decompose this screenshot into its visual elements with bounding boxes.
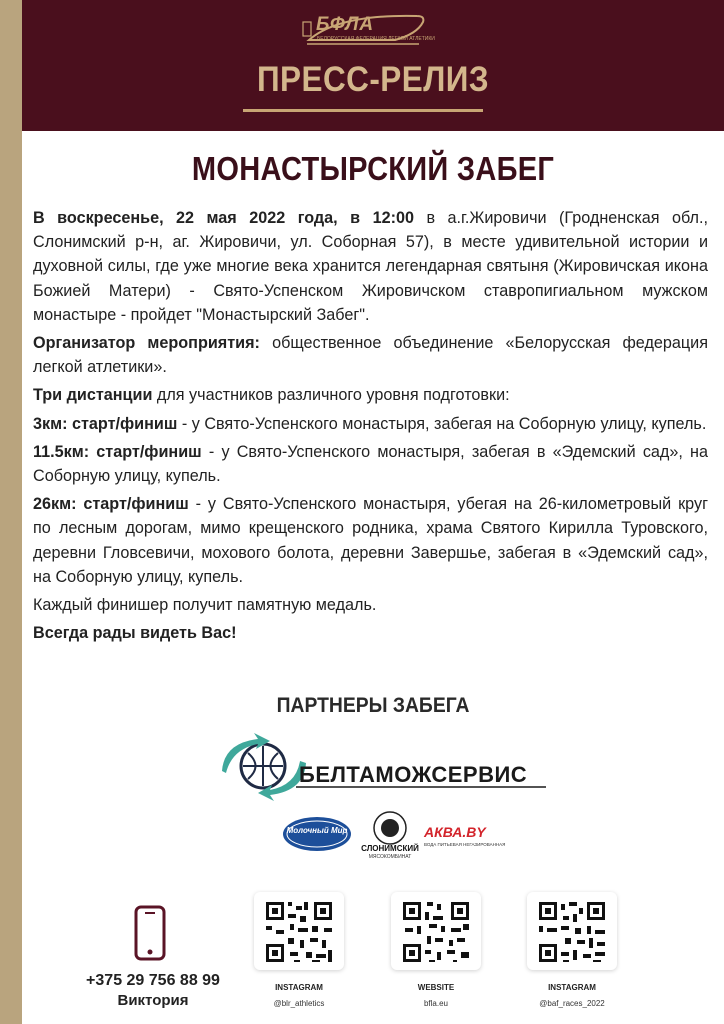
distance-3km-text: - у Свято-Успенского монастыря, забегая на Соборную улицу, купель. xyxy=(177,414,707,433)
logo-subtitle: БЕЛОРУССКАЯ ФЕДЕРАЦИЯ ЛЕГКОЙ АТЛЕТИКИ xyxy=(317,36,435,42)
akva-sub: ВОДА ПИТЬЕВАЯ НЕГАЗИРОВАННАЯ xyxy=(424,842,506,847)
press-release-heading: ПРЕСС-РЕЛИЗ xyxy=(256,60,490,99)
molochny-mir-text: Молочный Мир xyxy=(286,826,348,835)
contact-name: Виктория xyxy=(117,992,189,1009)
contact-phone[interactable]: +375 29 756 88 99 xyxy=(86,972,220,989)
qr-sub-website[interactable]: bfla.eu xyxy=(423,999,449,1008)
qr-sub-instagram-2[interactable]: @baf_races_2022 xyxy=(539,999,605,1008)
organizer-label: Организатор мероприятия: xyxy=(33,334,260,353)
distance-3km-label: 3км: старт/финиш xyxy=(33,414,178,433)
closing-line: Всегда рады видеть Вас! xyxy=(33,624,237,643)
qr-code-icon xyxy=(254,892,344,970)
organizer-paragraph xyxy=(33,331,708,379)
qr-card-website[interactable] xyxy=(391,892,481,970)
beltamozhservis-name: БЕЛТАМОЖСЕРВИС xyxy=(299,762,528,787)
qr-code-icon xyxy=(391,892,481,970)
phone-icon xyxy=(134,905,166,961)
qr-label-instagram-2: INSTAGRAM xyxy=(548,983,596,992)
left-accent-strip xyxy=(0,0,22,1024)
intro-date: В воскресенье, 22 мая 2022 года, в 12:00 xyxy=(33,209,414,227)
distances-text: для участников различного уровня подготовки: xyxy=(152,386,510,405)
press-release-body xyxy=(33,206,708,649)
intro-text: в а.г.Жировичи (Гродненская обл., Слонимский р-н, аг. Жировичи, ул. Соборная 57), в месте удивительной истории и духовной силы, где уже многие века хранится легендарная святыня (Жировичская икона Божией Матери) - Свято-Успенском Жировичском ставропигиальном мужском монастыре - пройдет "Монастырский Забег". xyxy=(33,209,708,324)
qr-card-instagram-2[interactable] xyxy=(527,892,617,970)
distance-11km xyxy=(33,440,708,488)
heading-underline xyxy=(243,109,483,112)
partners-heading: ПАРТНЕРЫ ЗАБЕГА xyxy=(276,694,470,717)
organizer-text: общественное объединение «Белорусская федерация легкой атлетики». xyxy=(33,334,708,377)
event-title: МОНАСТЫРСКИЙ ЗАБЕГ xyxy=(191,150,555,187)
distance-3km xyxy=(33,412,708,436)
qr-card-instagram-1[interactable] xyxy=(254,892,344,970)
distance-11km-text: - у Свято-Успенского монастыря, забегая в «Эдемский сад», на Соборную улицу, купель. xyxy=(33,442,708,486)
slonimsky-logo-icon xyxy=(370,810,410,846)
medal-note: Каждый финишер получит памятную медаль. xyxy=(33,596,377,615)
qr-sub-instagram-1[interactable]: @blr_athletics xyxy=(273,999,325,1008)
qr-label-instagram-1: INSTAGRAM xyxy=(275,983,323,992)
distance-26km-label: 26км: старт/финиш xyxy=(33,495,189,514)
distances-paragraph xyxy=(33,383,708,407)
intro-paragraph xyxy=(33,206,708,327)
distance-26km-text: - у Свято-Успенского монастыря, убегая на 26-километровый круг по лесным дорогам, мимо крещенского родника, храма Святого Кирилла Туровского, деревни Гловсевичи, мохового болота, деревни Завершье, забегая в «Эдемский сад», на Соборную улицу, купель. xyxy=(33,495,708,586)
distance-11km-label: 11.5км: старт/финиш xyxy=(33,442,202,461)
akva-logo-text: АКВА.BY xyxy=(424,824,486,840)
qr-code-icon xyxy=(527,892,617,970)
slonimsky-sub: МЯСОКОМБИНАТ xyxy=(368,854,412,860)
qr-label-website: WEBSITE xyxy=(417,983,455,992)
distances-label: Три дистанции xyxy=(33,386,153,405)
distance-26km xyxy=(33,492,708,589)
logo-text: БФЛА xyxy=(316,14,375,35)
slonimsky-text: СЛОНИМСКИЙ xyxy=(361,844,419,853)
